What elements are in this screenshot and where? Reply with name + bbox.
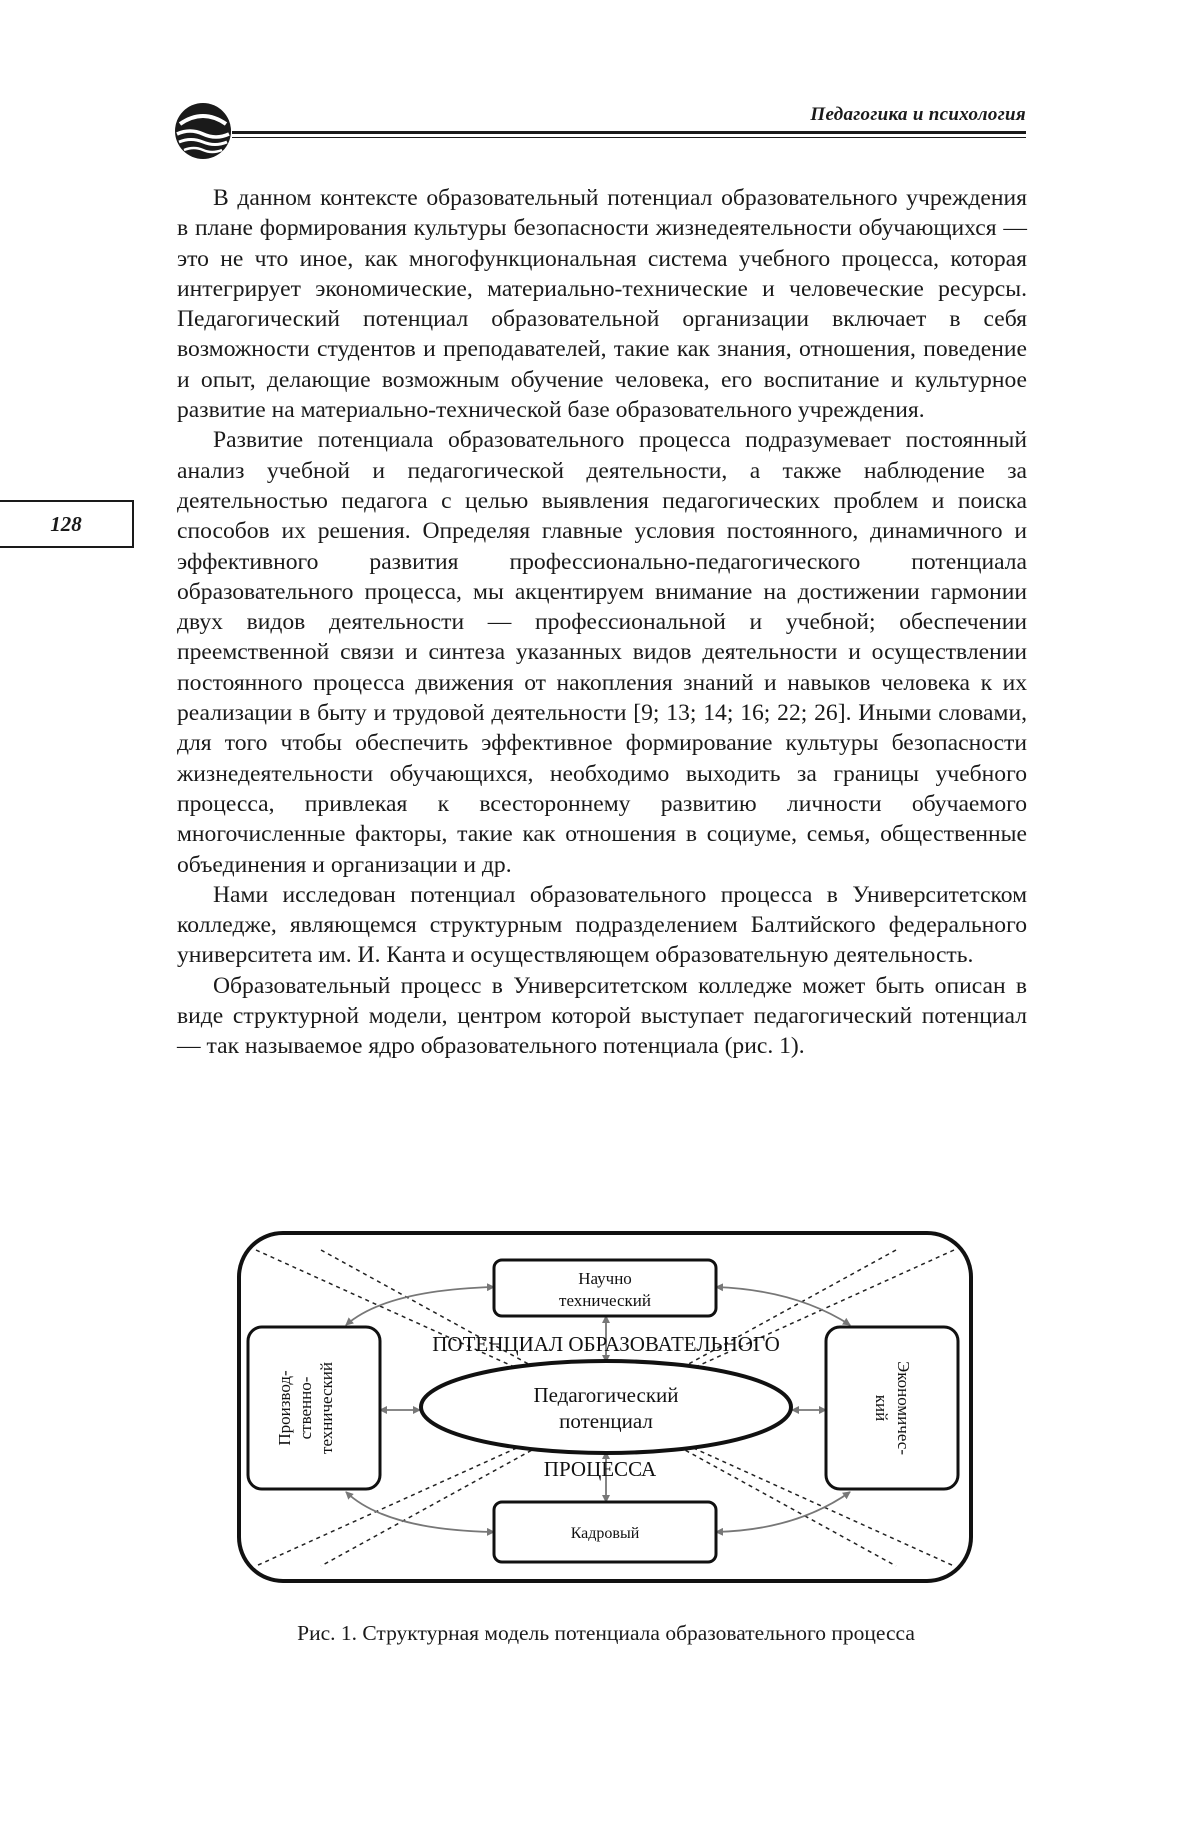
core-line1: Педагогический [533,1383,679,1407]
band-label-lower: ПРОЦЕССА [543,1457,657,1481]
header-rule-thin [232,137,1026,138]
box-scientific-technical-line2: технический [559,1291,651,1310]
body-text [177,183,1027,1062]
sea-wave-emblem-icon [172,100,234,162]
box-production-technical-line2: ственно- [296,1376,315,1440]
band-label-upper: ПОТЕНЦИАЛ ОБРАЗОВАТЕЛЬНОГО [432,1332,780,1356]
figure-caption: Рис. 1. Структурная модель потенциала образовательного процесса [297,1621,915,1645]
header-rule-thick [232,131,1026,134]
running-title: Педагогика и психология [810,104,1026,125]
paragraph: Образовательный процесс в Университетском колледже может быть описан в виде структурной модели, центром которой выступает педагогический потенциал — так называемое ядро образовательного потенциала (рис. 1). [177,972,1027,1060]
arrow [346,1287,494,1325]
box-production-technical-line1: Производ- [275,1370,294,1446]
box-personnel-label: Кадровый [570,1525,640,1542]
core-line2: потенциал [559,1409,653,1433]
structural-model-diagram [236,1230,974,1586]
arrow [346,1492,494,1532]
box-production-technical-line3: технический [317,1362,336,1454]
box-economic-line1: Экономичес- [894,1361,913,1455]
box-economic [826,1327,958,1489]
core-pedagogical-ellipse [421,1361,791,1453]
paragraph: Нами исследован потенциал образовательного процесса в Университетском колледже, являющемся структурным подразделением Балтийского федерального университета им. И. Канта и осуществляющем образовательную деятельность. [177,881,1027,969]
page-number: 128 [50,511,82,536]
paragraph: В данном контексте образовательный потенциал образовательного учреждения в плане формирования культуры безопасности жизнедеятельности обучающихся — это не что иное, как многофункциональная система учебного процесса, которая интегрирует экономические, материально-технические и человеческие ресурсы. Педагогический потенциал образовательной организации включает в себя возможности студентов и преподавателей, такие как знания, отношения, поведение и опыт, делающие возможным обучение человека, его воспитание и культурное развитие на материально-технической базе образовательного учреждения. [177,185,1027,424]
paragraph: Развитие потенциала образовательного процесса подразумевает постоянный анализ учебной и педагогической деятельности, а также наблюдение за деятельностью педагога с целью выявления педагогических проблем и поиска способов их решения. Определяя главные условия постоянного, динамичного и эффективного развития профессионально-педагогического потенциала образовательного процесса, мы акцентируем внимание на достижении гармонии двух видов деятельности — профессиональной и учебной; обеспечении преемственной связи и синтеза указанных видов деятельности и осуществлении постоянного процесса движения от накопления знаний и навыков человека к их реализации в быту и трудовой деятельности [9; 13; 14; 16; 22; 26]. Иными словами, для того чтобы обеспечить эффективное формирование культуры безопасности жизнедеятельности обучающихся, необходимо выходить за границы учебного процесса, привлекая к всестороннему развитию личности обучаемого многочисленные факторы, такие как отношения в социуме, семья, общественные объединения и организации и др. [177,427,1027,878]
page-number-tab [0,500,134,548]
box-economic-line2: кий [872,1394,891,1422]
figure-structural-model [236,1230,974,1586]
arrow [716,1492,850,1532]
box-scientific-technical-line1: Научно [578,1269,632,1288]
